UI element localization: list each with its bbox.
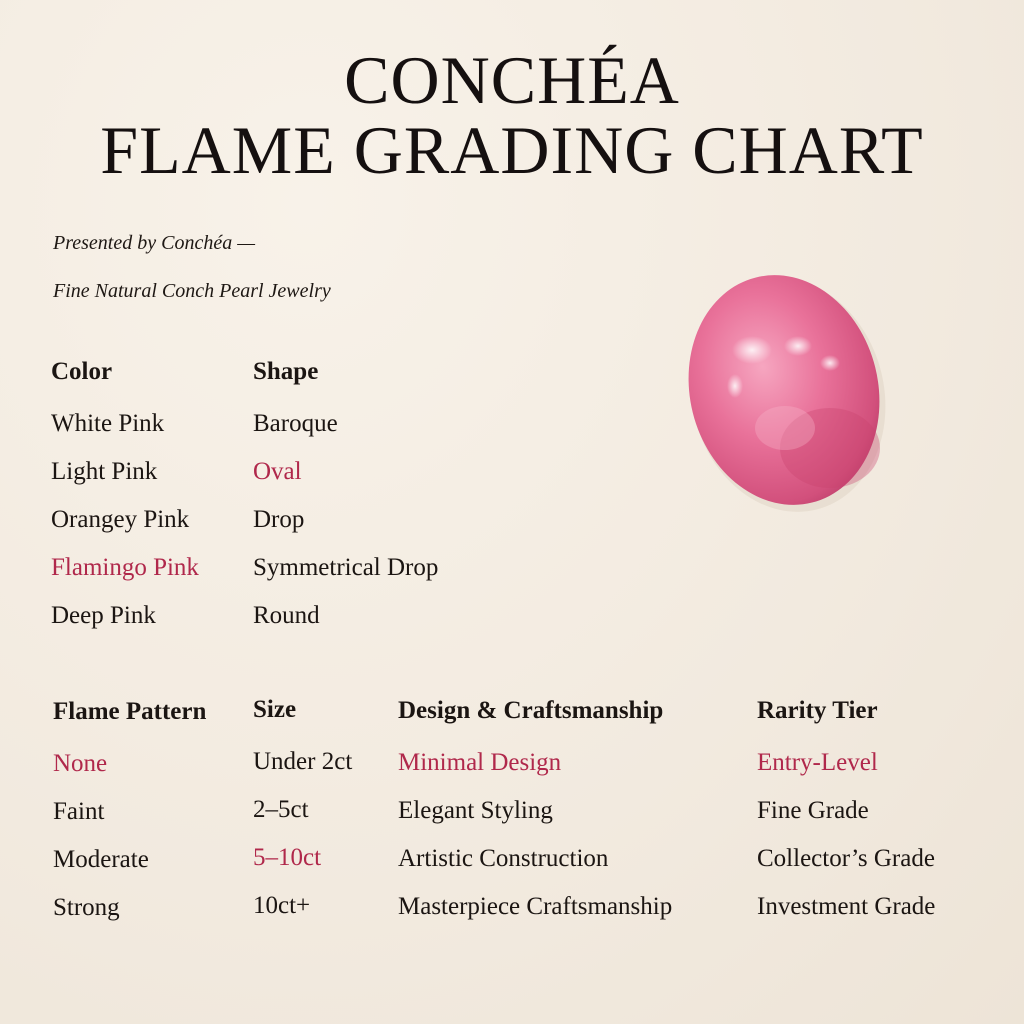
design-column <box>398 695 672 939</box>
design-item: Artistic Construction <box>398 845 609 872</box>
size-item: Under 2ct <box>253 748 353 775</box>
color-column <box>51 356 199 648</box>
design-header: Design & Craftsmanship <box>398 697 664 724</box>
brand-title: CONCHÉA <box>344 42 680 118</box>
conch-pearl-image <box>680 268 900 520</box>
color-item: Light Pink <box>51 458 158 485</box>
chart-title: FLAME GRADING CHART <box>100 112 924 188</box>
rarity-item: Collector’s Grade <box>757 845 935 872</box>
shape-item: Symmetrical Drop <box>253 554 439 581</box>
color-item: Orangey Pink <box>51 506 190 533</box>
flame-pattern-column <box>53 696 206 940</box>
rarity-item-highlighted: Entry-Level <box>757 749 878 776</box>
design-item-highlighted: Minimal Design <box>398 749 562 776</box>
flame-pattern-item-highlighted: None <box>53 750 108 777</box>
rarity-header: Rarity Tier <box>757 697 878 724</box>
subtitle-tagline: Fine Natural Conch Pearl Jewelry <box>53 280 331 302</box>
color-header: Color <box>51 358 113 385</box>
shape-item: Round <box>253 602 320 629</box>
shape-column <box>253 356 438 648</box>
shape-item-highlighted: Oval <box>253 458 302 485</box>
rarity-column <box>757 695 935 939</box>
flame-pattern-item: Strong <box>53 894 120 921</box>
shape-item: Baroque <box>253 410 338 437</box>
design-item: Masterpiece Craftsmanship <box>398 893 673 920</box>
rarity-item: Fine Grade <box>757 797 869 824</box>
color-item: White Pink <box>51 410 165 437</box>
flame-pattern-item: Moderate <box>53 846 149 873</box>
size-column <box>253 694 352 938</box>
subtitle-presented-by: Presented by Conchéa — <box>53 232 255 254</box>
color-item-highlighted: Flamingo Pink <box>51 554 199 581</box>
color-item: Deep Pink <box>51 602 156 629</box>
rarity-item: Investment Grade <box>757 893 936 920</box>
flame-pattern-header: Flame Pattern <box>53 698 207 725</box>
size-header: Size <box>253 696 297 723</box>
size-item-highlighted: 5–10ct <box>253 844 322 871</box>
shape-item: Drop <box>253 506 305 533</box>
shape-header: Shape <box>253 358 319 385</box>
size-item: 10ct+ <box>253 892 311 919</box>
flame-pattern-item: Faint <box>53 798 105 825</box>
design-item: Elegant Styling <box>398 797 553 824</box>
size-item: 2–5ct <box>253 796 309 823</box>
